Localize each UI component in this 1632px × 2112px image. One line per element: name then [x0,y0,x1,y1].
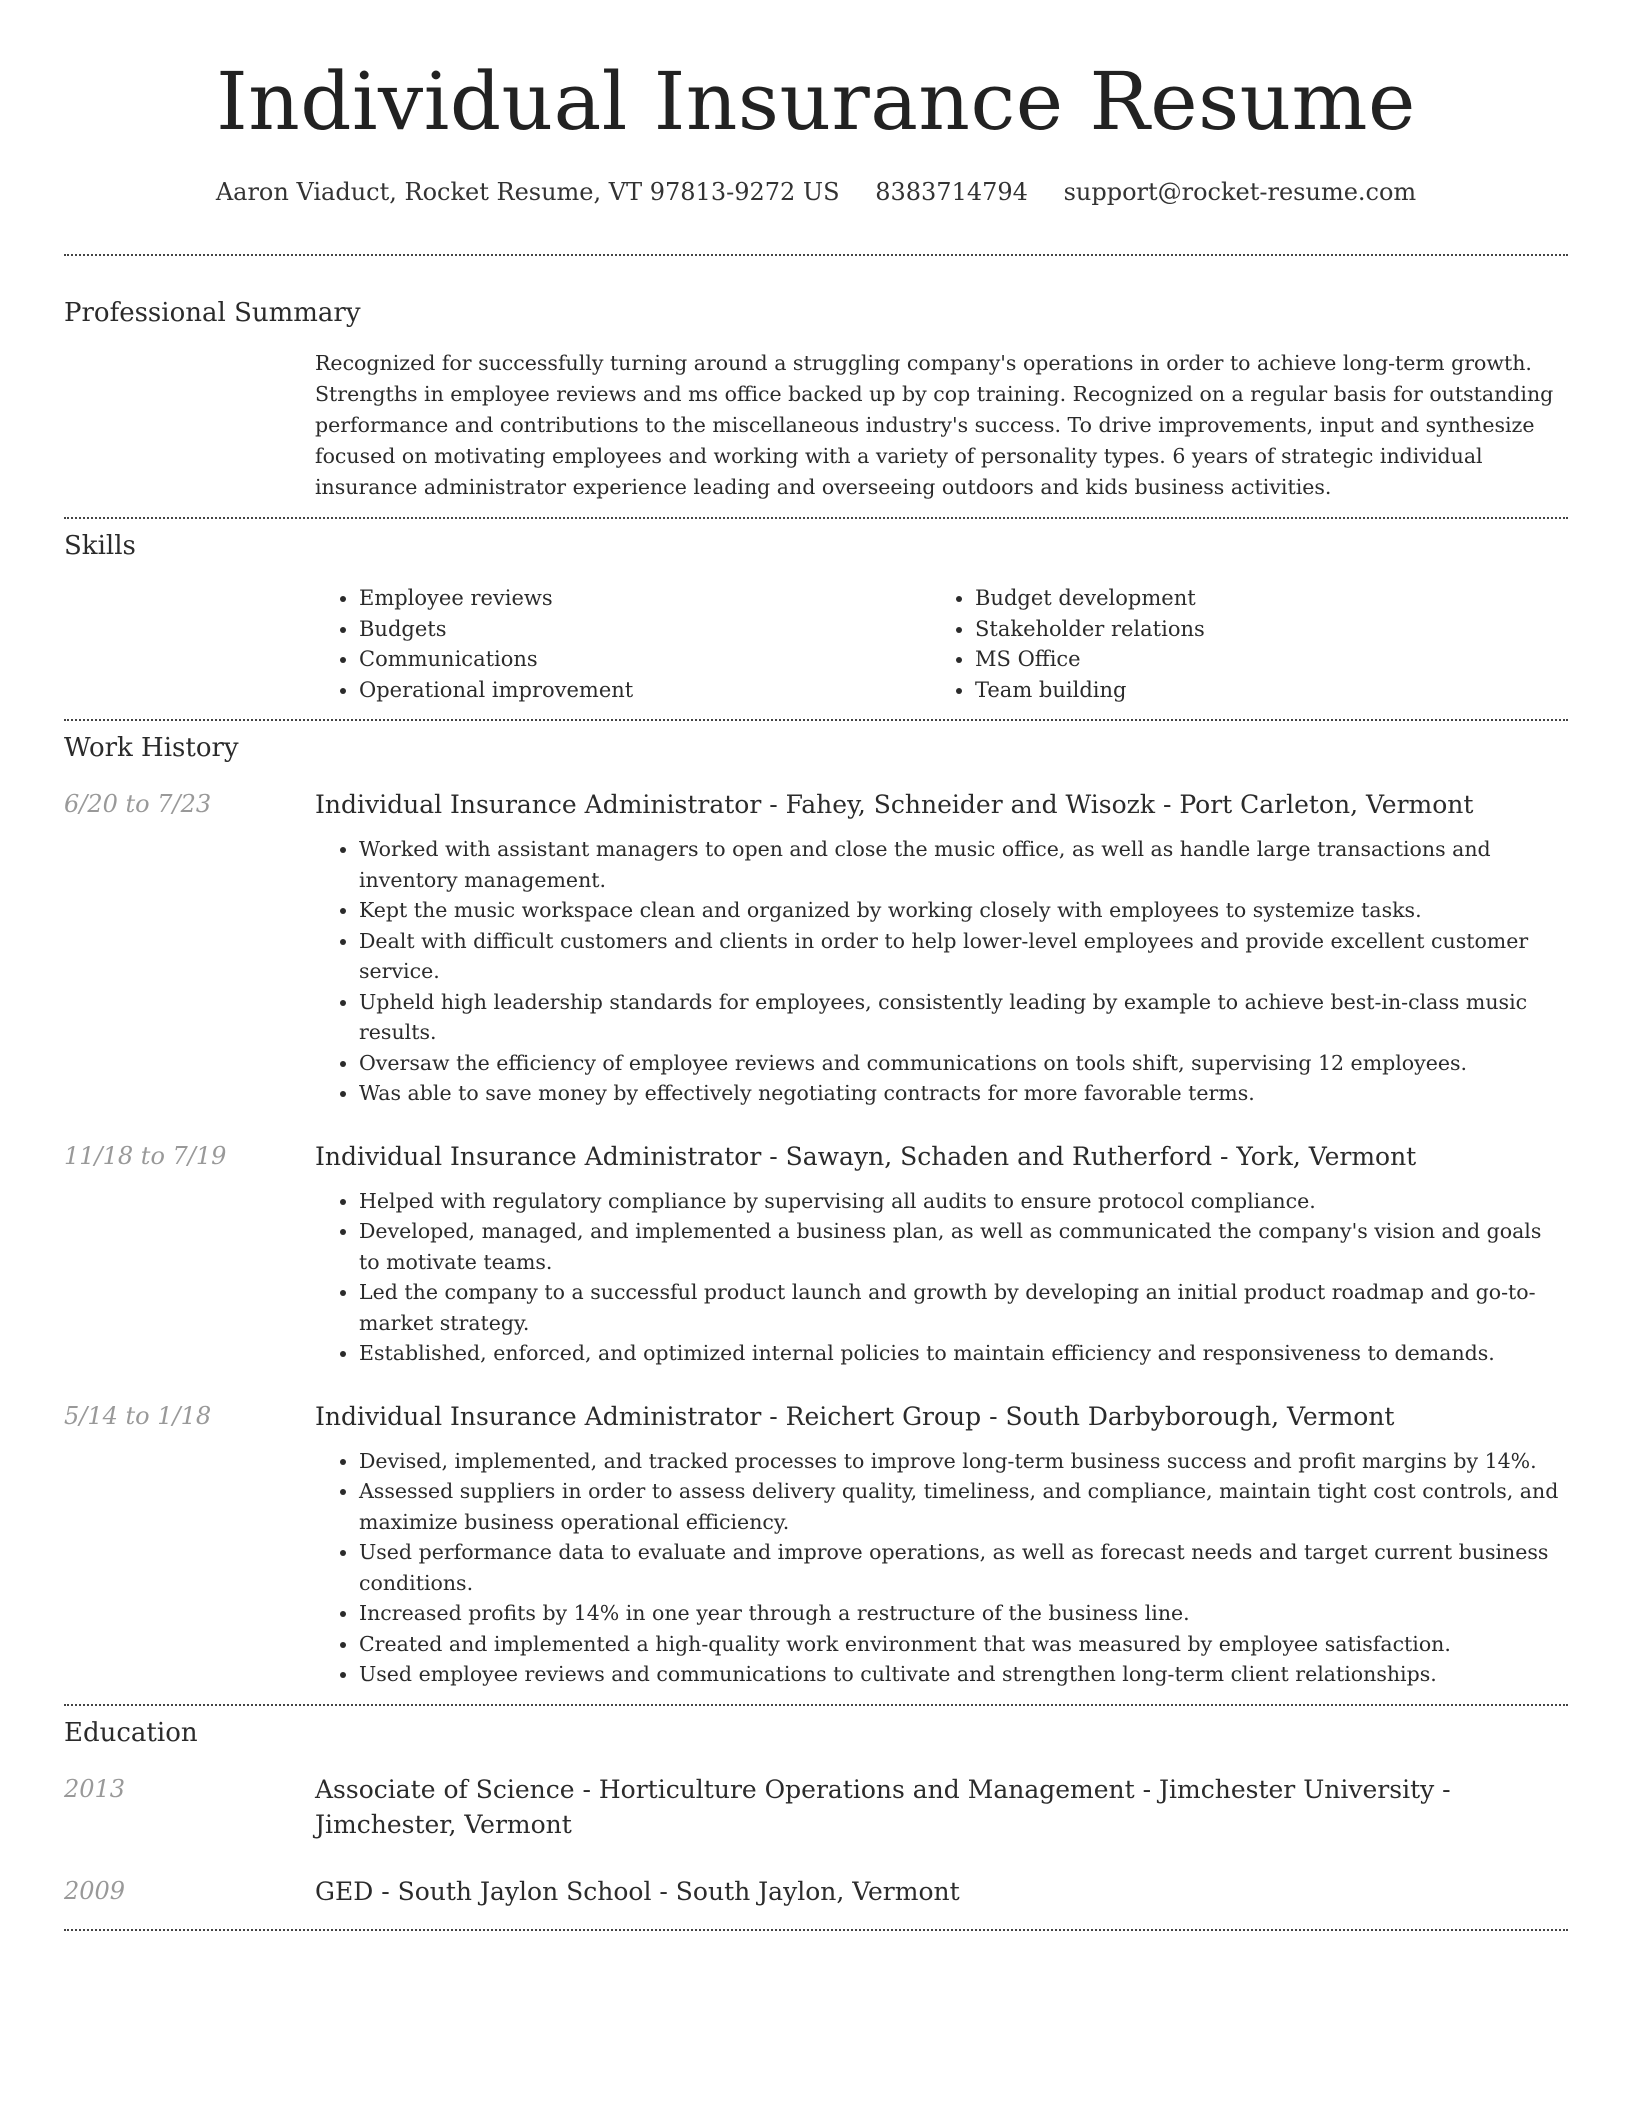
skill-item: • Communications [359,644,931,675]
section-education [64,1706,1568,1909]
skills-columns [315,583,1568,705]
job-entry [64,1139,1568,1369]
summary-heading: Professional Summary [64,298,361,328]
education-entry [64,1772,1568,1842]
job-bullet: • Established, enforced, and optimized internal policies to maintain efficiency and responsiveness to demands. [359,1338,1568,1369]
contact-line [64,176,1568,208]
summary-text: Recognized for successfully turning around a struggling company's operations in order to achieve long-term growth. Strengths in employee reviews and ms office backed up by cop training. Recognized on a regular basis for outstanding performance and contributions to the miscellaneous industry's success. To drive improvements, input and synthesize focused on motivating employees and working with a variety of personality types. 6 years of strategic individual insurance administrator experience leading and overseeing outdoors and kids business activities. [315,351,1554,499]
skill-item: • Team building [975,675,1547,706]
skill-item: • Budget development [975,583,1547,614]
contact-address: Aaron Viaduct, Rocket Resume, VT 97813-9272 US [215,178,840,206]
job-bullet: • Used employee reviews and communications to cultivate and strengthen long-term client relationships. [359,1659,1568,1690]
education-year: 2013 [64,1774,126,1803]
job-title: Individual Insurance Administrator - Sawayn, Schaden and Rutherford - York, Vermont [315,1141,1417,1171]
contact-phone: 8383714794 [875,178,1028,206]
education-title: GED - South Jaylon School - South Jaylon, Vermont [315,1876,960,1906]
skill-item: • Stakeholder relations [975,614,1547,645]
skill-item: • Operational improvement [359,675,931,706]
job-bullet: • Increased profits by 14% in one year through a restructure of the business line. [359,1598,1568,1629]
job-bullet: • Upheld high leadership standards for employees, consistently leading by example to achieve best-in-class music results. [359,987,1568,1048]
job-title: Individual Insurance Administrator - Fahey, Schneider and Wisozk - Port Carleton, Vermont [315,790,1474,819]
job-bullet: • Assessed suppliers in order to assess delivery quality, timeliness, and compliance, maintain tight cost controls, and maximize business operational efficiency. [359,1476,1568,1537]
education-heading: Education [64,1717,198,1748]
summary-body [315,348,1568,503]
job-dates: 11/18 to 7/19 [64,1141,227,1170]
job-bullet: • Oversaw the efficiency of employee reviews and communications on tools shift, supervising 12 employees. [359,1048,1568,1079]
job-bullet: • Led the company to a successful product launch and growth by developing an initial product roadmap and go-to-market strategy. [359,1277,1568,1338]
contact-email: support@rocket-resume.com [1063,178,1417,206]
divider-education [64,1929,1568,1931]
skill-item: • Budgets [359,614,931,645]
job-bullet: • Helped with regulatory compliance by supervising all audits to ensure protocol compliance. [359,1186,1568,1217]
job-bullet: • Created and implemented a high-quality work environment that was measured by employee satisfaction. [359,1629,1568,1660]
job-bullet-list [64,834,1568,1109]
skill-item: • Employee reviews [359,583,931,614]
section-summary [64,256,1568,503]
education-title: Associate of Science - Horticulture Operations and Management - Jimchester University - Jimchester, Vermont [315,1774,1451,1839]
skills-list-right [931,583,1547,705]
skill-item: • MS Office [975,644,1547,675]
job-entry [64,1399,1568,1690]
job-bullet: • Used performance data to evaluate and improve operations, as well as forecast needs and target current business conditions. [359,1537,1568,1598]
section-skills [64,519,1568,705]
job-bullet: • Dealt with difficult customers and clients in order to help lower-level employees and provide excellent customer service. [359,926,1568,987]
job-entry [64,787,1568,1109]
job-dates: 6/20 to 7/23 [64,790,212,818]
job-bullet-list [64,1186,1568,1369]
job-bullet: • Worked with assistant managers to open and close the music office, as well as handle large transactions and inventory management. [359,834,1568,895]
work-heading: Work History [64,733,239,763]
skills-heading: Skills [64,531,136,561]
skills-list-left [315,583,931,705]
job-bullet: • Was able to save money by effectively negotiating contracts for more favorable terms. [359,1078,1568,1109]
section-work-history [64,721,1568,1690]
education-entry [64,1874,1568,1909]
job-bullet: • Devised, implemented, and tracked processes to improve long-term business success and profit margins by 14%. [359,1446,1568,1477]
job-bullet: • Kept the music workspace clean and organized by working closely with employees to systemize tasks. [359,895,1568,926]
job-title: Individual Insurance Administrator - Reichert Group - South Darbyborough, Vermont [315,1401,1395,1431]
job-bullet-list [64,1446,1568,1690]
job-bullet: • Developed, managed, and implemented a business plan, as well as communicated the company's vision and goals to motivate teams. [359,1216,1568,1277]
resume-title: Individual Insurance Resume [216,55,1416,148]
job-dates: 5/14 to 1/18 [64,1401,212,1430]
education-year: 2009 [64,1876,126,1905]
